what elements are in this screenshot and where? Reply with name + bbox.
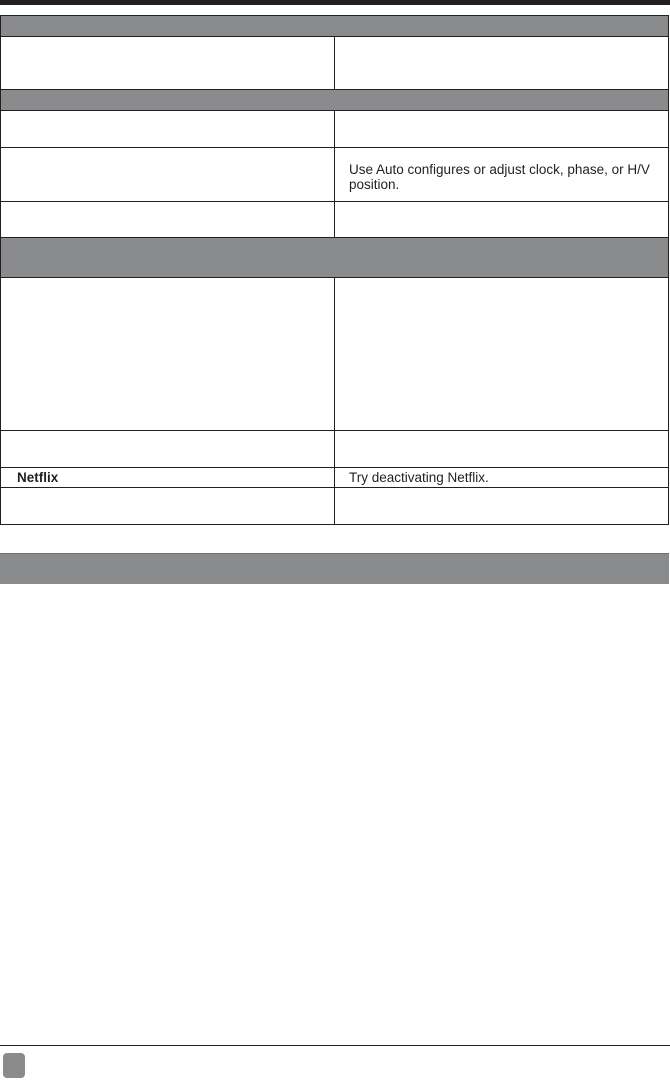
table-row — [1, 202, 669, 238]
table-row — [1, 488, 669, 525]
solution-cell — [335, 37, 669, 90]
page-number-badge — [3, 1053, 25, 1078]
problem-cell — [1, 202, 335, 238]
problem-cell — [1, 431, 335, 468]
problem-cell — [1, 37, 335, 90]
section-header-row — [1, 90, 669, 111]
section-header-row — [1, 16, 669, 37]
problem-cell — [1, 148, 335, 202]
solution-cell — [335, 488, 669, 525]
problem-cell — [1, 278, 335, 431]
problem-cell — [1, 111, 335, 148]
section-header-cell — [1, 90, 669, 111]
solution-cell — [335, 111, 669, 148]
section-header-cell — [1, 16, 669, 37]
section-bar — [0, 553, 669, 584]
table-row — [1, 431, 669, 468]
problem-cell — [1, 488, 335, 525]
table-row — [1, 148, 669, 202]
table-row — [1, 37, 669, 90]
solution-cell — [335, 202, 669, 238]
netflix-solution-cell: Try deactivating Netflix. — [335, 468, 669, 488]
solution-cell: Use Auto configures or adjust clock, phase, or H/V position. — [335, 148, 669, 202]
netflix-problem-cell: Netflix — [1, 468, 335, 488]
table-row — [1, 111, 669, 148]
table-row-netflix — [1, 468, 669, 488]
top-rule — [0, 0, 670, 5]
troubleshooting-table — [0, 15, 669, 525]
solution-cell — [335, 278, 669, 431]
table-row — [1, 278, 669, 431]
section-header-cell — [1, 238, 669, 278]
section-header-row — [1, 238, 669, 278]
solution-cell — [335, 431, 669, 468]
bottom-rule — [0, 1045, 670, 1046]
